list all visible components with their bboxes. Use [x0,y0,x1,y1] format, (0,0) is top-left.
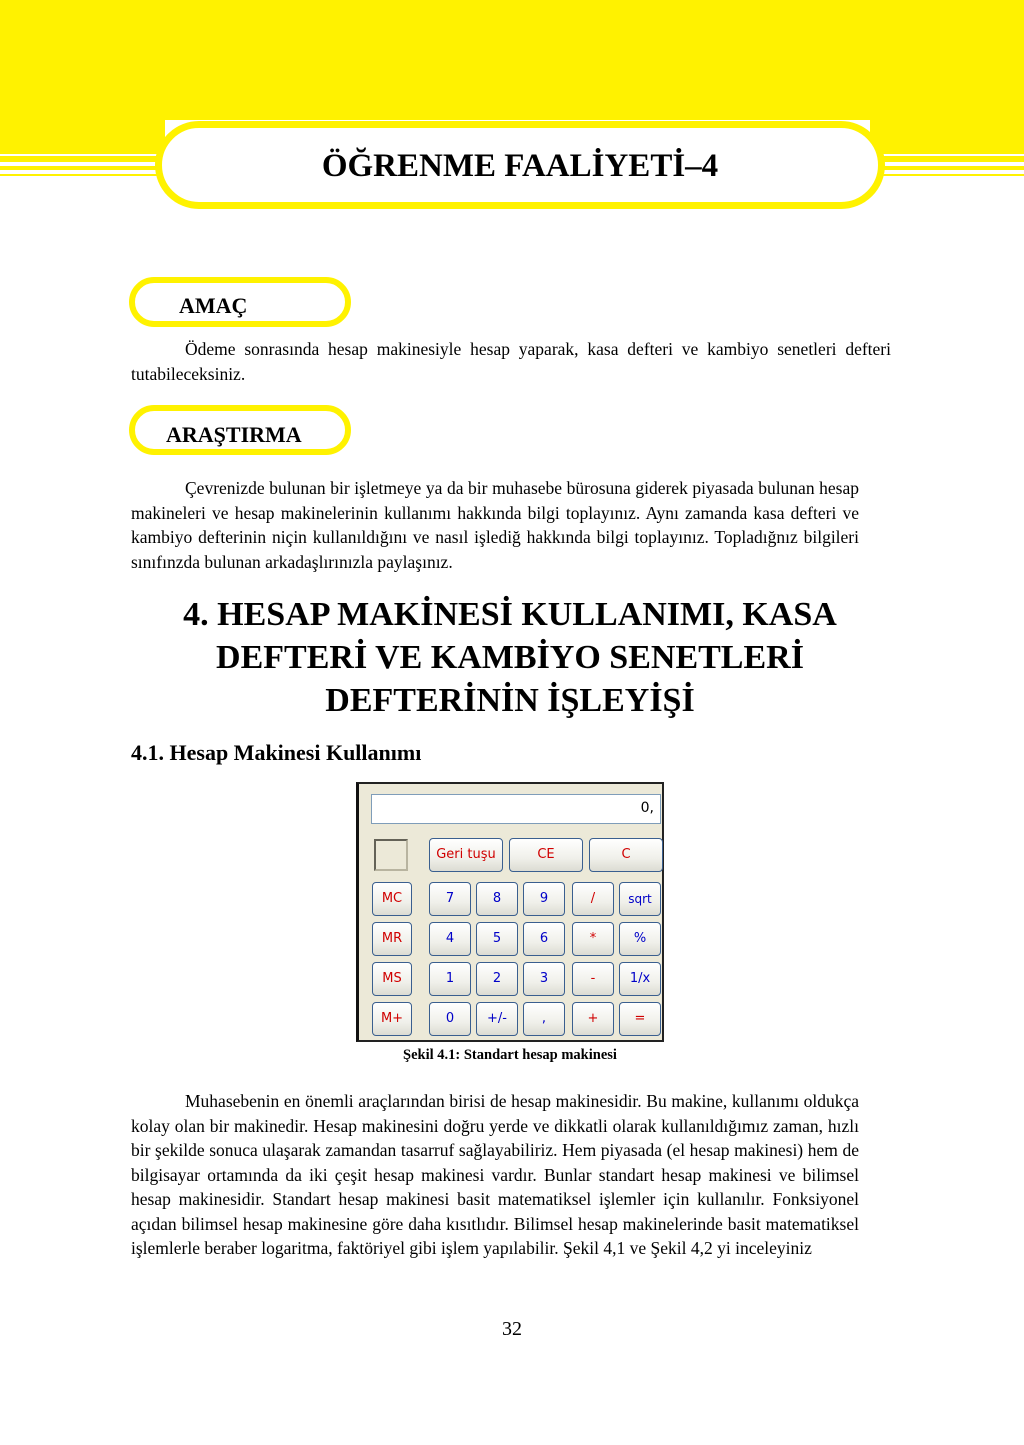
section-title-line: 4. HESAP MAKİNESİ KULLANIMI, KASA [183,596,837,633]
c-button: C [589,838,663,872]
equals-button: = [619,1002,661,1036]
digit-8-button: 8 [476,882,518,916]
backspace-button: Geri tuşu [429,838,503,872]
reciprocal-button: 1/x [619,962,661,996]
body-paragraph [131,1089,859,1261]
digit-0-button: 0 [429,1002,471,1036]
digit-5-button: 5 [476,922,518,956]
divide-button: / [572,882,614,916]
arastirma-text: Çevrenizde bulunan bir işletmeye ya da bir muhasebe bürosuna giderek piyasada bulunan hesap makineleri ve hesap makinelerinin kullanımı hakkında bilgi toplayınız. Aynı zamanda kasa defteri ve kambiyo defterinin niçin kullanıldığını ve nasıl işlediğ hakkında bilgi toplayınız. Topladığnız bilgileri sınıfınzda bulunan arkadaşlırınızla paylaşınız. [131,478,859,572]
m-plus-button: M+ [372,1002,412,1036]
decimal-button: , [523,1002,565,1036]
arastirma-label: ARAŞTIRMA [166,422,302,447]
section-title-line: DEFTERİNİN İŞLEYİŞİ [325,682,695,719]
page-number: 32 [502,1318,522,1340]
memory-indicator [374,839,408,871]
plus-button: + [572,1002,614,1036]
body-text: Muhasebenin en önemli araçlarından birisi de hesap makinesidir. Bu makine, kullanımı oldukça kolay olan bir makinedir. Hesap makinesini doğru yerde ve dikkatli olarak kullanıldığımız zaman, hızlı bir şekilde sonuca ulaşarak zamandan tasarruf sağlayabiliriz. Hem piyasada (el hesap makinesi) hem de bilgisayar ortamında da iki çeşit hesap makinesi vardır. Bunlar standart hesap makinesi ve bilimsel hesap makinesidir. Standart hesap makinesi basit matematiksel işlemler için kullanılır. Fonksiyonel açıdan bilimsel hesap makinesine göre daha kısıtlıdır. Bilimsel hesap makinelerinde basit matematiksel işlemlerle beraber logaritma, faktöriyel gibi işlem yapılabilir. Şekil 4,1 ve Şekil 4,2 yi inceleyiniz [131,1091,859,1258]
header-stripes-left [0,120,165,210]
mc-button: MC [372,882,412,916]
section-title [120,593,900,722]
calculator-display: 0, [371,794,661,824]
sqrt-button: sqrt [619,882,661,916]
subsection-title: 4.1. Hesap Makinesi Kullanımı [131,740,422,765]
digit-6-button: 6 [523,922,565,956]
amac-paragraph [131,337,891,386]
ms-button: MS [372,962,412,996]
activity-title: ÖĞRENME FAALİYETİ–4 [321,148,719,184]
digit-1-button: 1 [429,962,471,996]
ce-button: CE [509,838,583,872]
sign-toggle-button: +/- [476,1002,518,1036]
calculator-figure [356,782,664,1042]
arastirma-label-pill [129,405,351,455]
amac-label: AMAÇ [179,293,248,318]
header-band [0,0,1024,120]
digit-4-button: 4 [429,922,471,956]
digit-3-button: 3 [523,962,565,996]
arastirma-paragraph [131,476,859,574]
digit-9-button: 9 [523,882,565,916]
header-stripes-right [870,120,1024,210]
figure-caption: Şekil 4.1: Standart hesap makinesi [403,1047,617,1063]
activity-title-banner [155,121,885,209]
minus-button: - [572,962,614,996]
percent-button: % [619,922,661,956]
amac-label-pill [129,277,351,327]
digit-7-button: 7 [429,882,471,916]
multiply-button: * [572,922,614,956]
mr-button: MR [372,922,412,956]
digit-2-button: 2 [476,962,518,996]
section-title-line: DEFTERİ VE KAMBİYO SENETLERİ [216,639,804,676]
amac-text: Ödeme sonrasında hesap makinesiyle hesap yaparak, kasa defteri ve kambiyo senetleri defteri tutabileceksiniz. [131,339,891,384]
